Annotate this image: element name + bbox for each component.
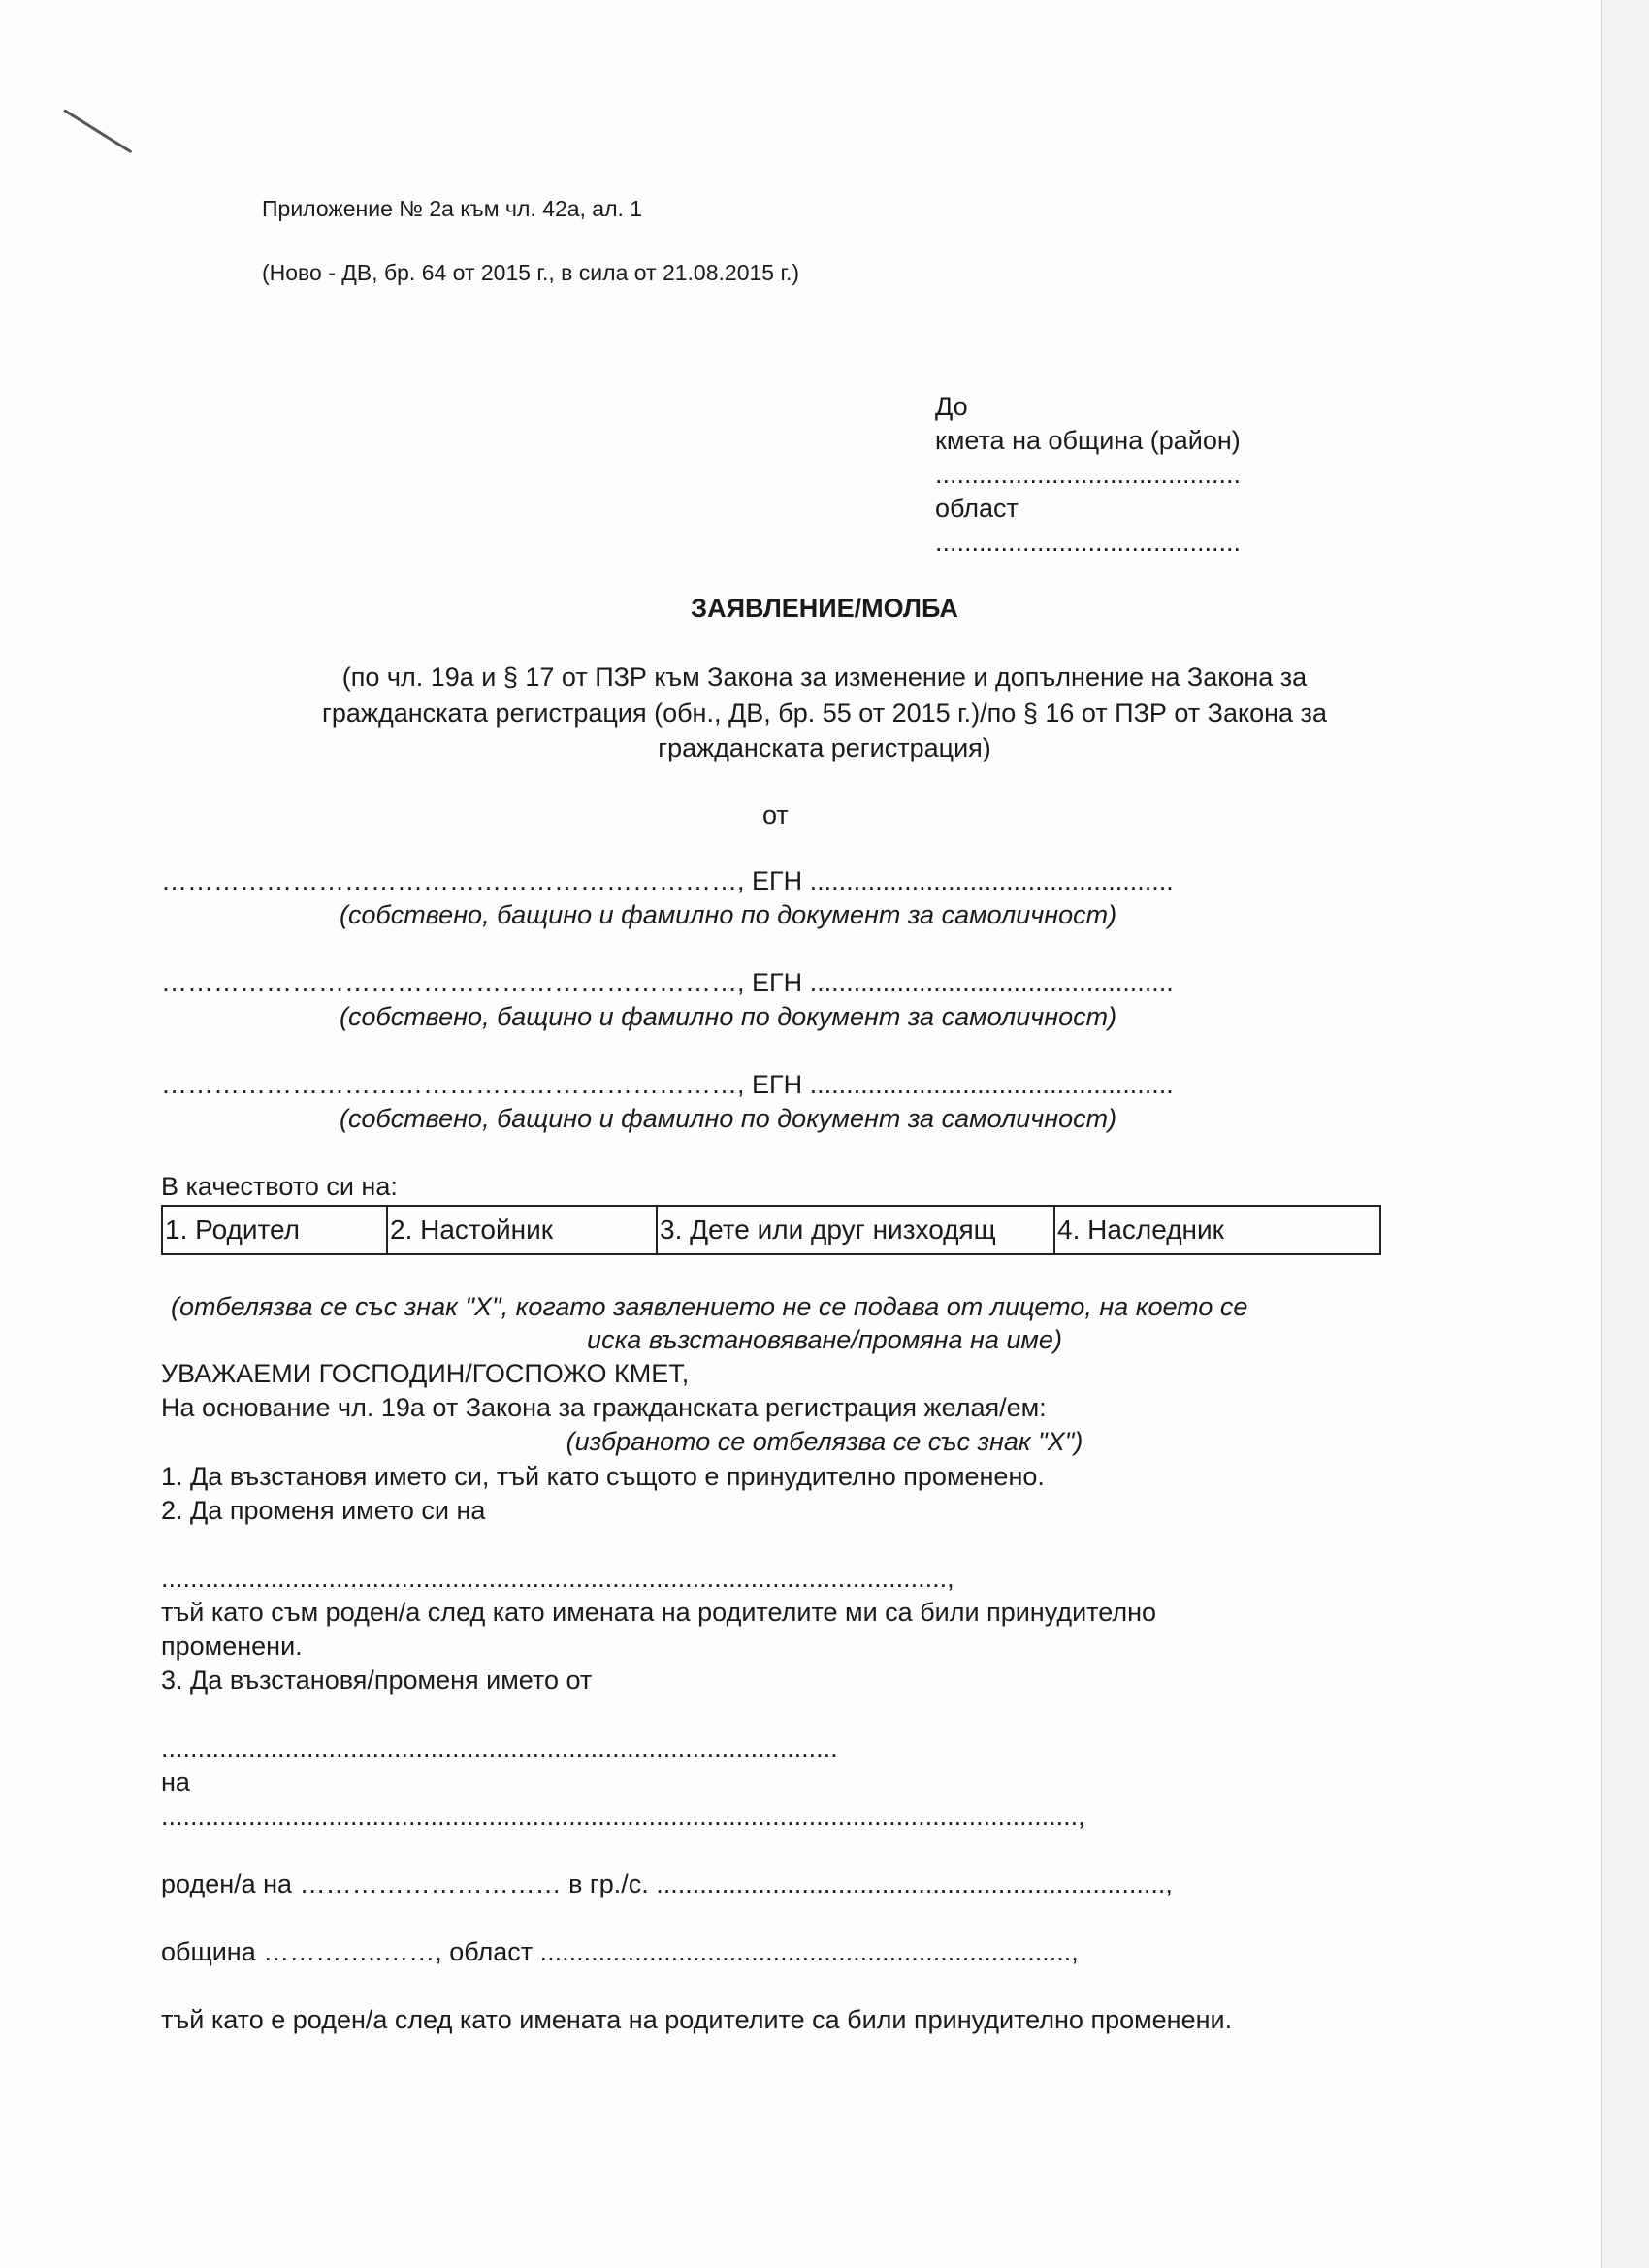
applicant-2-line: …………………………………………………………, ЕГН ..................................................: [161, 968, 1174, 997]
from-label: от: [762, 800, 789, 829]
item-3-to-label: на: [161, 1767, 190, 1797]
document-title: ЗАЯВЛЕНИЕ/МОЛБА: [691, 594, 958, 623]
capacity-label: В качеството си на:: [161, 1172, 398, 1201]
applicant-3-hint: (собствено, бащино и фамилно по документ за самоличност): [340, 1104, 1117, 1133]
page-edge-shadow: [1600, 0, 1649, 2268]
choice-note: (избраното се отбелязва се със знак "Х"): [566, 1427, 1083, 1456]
item-3-restore-change: 3. Да възстановя/променя името от: [161, 1666, 593, 1695]
item-1-restore: 1. Да възстановя името си, тъй като същото е принудително променено.: [161, 1462, 1045, 1491]
item-3-to-line: ..............................................................................................................................,: [161, 1801, 1085, 1831]
capacity-note-line-1: (отбелязва се със знак "Х", когато заявлението не се подава от лицето, на което се: [171, 1292, 1248, 1321]
option-heir[interactable]: 4. Наследник: [1054, 1206, 1380, 1254]
applicant-3-line: …………………………………………………………, ЕГН ..................................................: [161, 1070, 1174, 1099]
amendment-note: (Ново - ДВ, бр. 64 от 2015 г., в сила от 21.08.2015 г.): [262, 260, 800, 285]
applicant-1-hint: (собствено, бащино и фамилно по документ за самоличност): [340, 900, 1117, 929]
final-statement: тъй като е роден/а след като имената на родителите са били принудително променени.: [161, 2005, 1233, 2034]
option-parent[interactable]: 1. Родител: [162, 1206, 387, 1254]
applicant-2-hint: (собствено, бащино и фамилно по документ за самоличност): [340, 1002, 1117, 1031]
subtitle-line-1: (по чл. 19а и § 17 от ПЗР към Закона за изменение и допълнение на Закона за: [341, 663, 1308, 692]
subtitle-line-3: гражданската регистрация): [658, 733, 991, 762]
addressee-region-line: ..........................................: [935, 528, 1242, 557]
addressee-mayor: кмета на община (район): [935, 426, 1241, 455]
capacity-options-table: [161, 1205, 1381, 1255]
staple-mark: [63, 109, 132, 153]
item-2-name-line: ............................................................................................................,: [161, 1564, 954, 1593]
item-2-change: 2. Да променя името си на: [161, 1496, 486, 1525]
capacity-note-line-2: иска възстановяване/промяна на име): [587, 1325, 1062, 1354]
legal-basis: На основание чл. 19а от Закона за гражданската регистрация желая/ем:: [161, 1393, 1047, 1422]
municipality-line: община …………..……, област .........................................................................,: [161, 1937, 1079, 1966]
addressee-region: област: [935, 494, 1018, 523]
subtitle-line-2: гражданската регистрация (обн., ДВ, бр. 55 от 2015 г.)/по § 16 от ПЗР от Закона за: [322, 698, 1327, 728]
born-line: роден/а на ………………………… в гр./с. ......................................................................,: [161, 1869, 1173, 1898]
option-guardian[interactable]: 2. Настойник: [387, 1206, 657, 1254]
applicant-1-line: …………………………………………………………, ЕГН ..................................................: [161, 866, 1174, 895]
option-descendant[interactable]: 3. Дете или друг низходящ: [657, 1206, 1054, 1254]
item-3-from-line: .............................................................................................: [161, 1733, 838, 1763]
annex-reference: Приложение № 2а към чл. 42а, ал. 1: [262, 196, 643, 221]
item-2-reason-line-1: тъй като съм роден/а след като имената на родителите ми са били принудително: [161, 1598, 1157, 1627]
salutation: УВАЖАЕМИ ГОСПОДИН/ГОСПОЖО КМЕТ,: [161, 1359, 690, 1388]
addressee-to: До: [935, 392, 968, 421]
addressee-municipality-line: ..........................................: [935, 460, 1242, 489]
item-2-reason-line-2: променени.: [161, 1632, 303, 1661]
